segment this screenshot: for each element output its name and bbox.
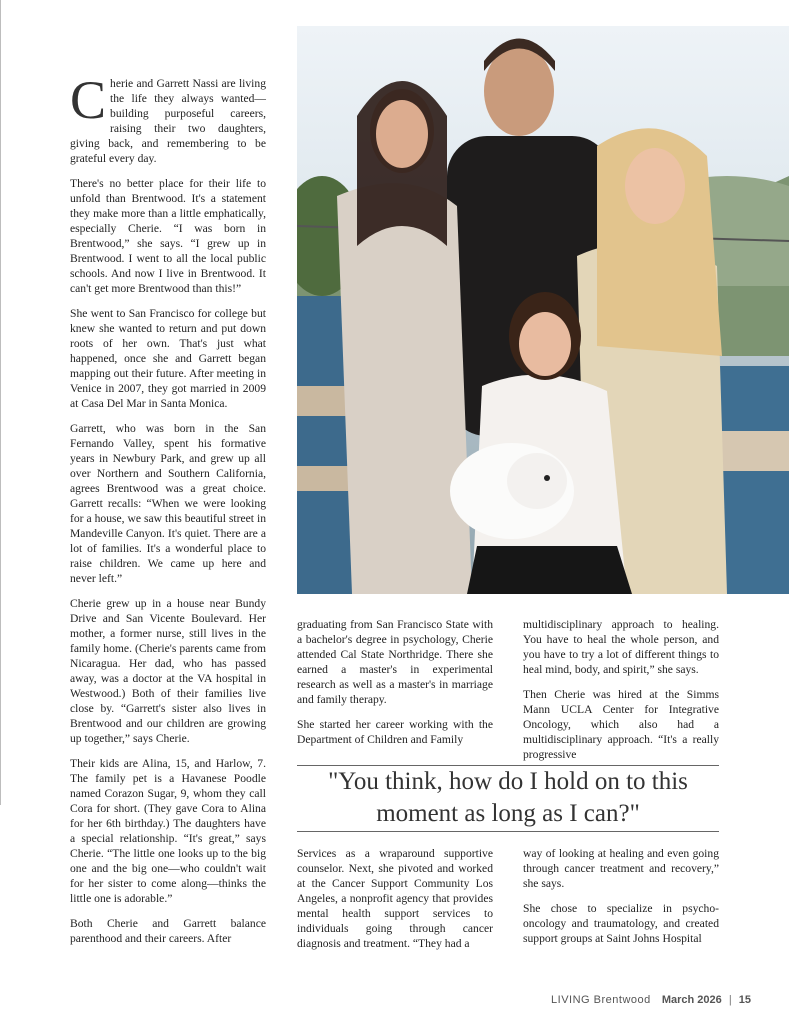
paragraph: Both Cherie and Garrett balance parenthood and their careers. After — [70, 917, 266, 945]
paragraph-text: herie and Garrett Nassi are living the life they always wanted—building purposeful careers, raising their two daughters, giving back, and remembering to be grateful every day. — [70, 77, 266, 165]
paragraph: Garrett, who was born in the San Fernando Valley, spent his formative years in Newbury Park, and grew up all over Northern and Southern California, agrees Brentwood was a great choice. Garrett recalls: “When we were looking for a house, we saw this beautiful street in Mandeville Canyon. It's quiet. There are a lot of families. It's a wonderful place to raise children. We came up here and never left.” — [70, 422, 266, 585]
paragraph — [70, 70, 266, 166]
paragraph: way of looking at healing and even going through cancer treatment and recovery,” she says. — [523, 847, 719, 890]
article-column-4 — [297, 846, 493, 961]
article-column-3 — [523, 617, 719, 772]
drop-cap: C — [70, 70, 107, 130]
page-edge-rule — [0, 0, 1, 805]
paragraph: There's no better place for their life to unfold than Brentwood. It's a statement they make more than a little emphatically, especially Cherie. “I was born in Brentwood,” she says. “I grew up in Brentwood. I went to all the local public schools. And now I live in Brentwood. It can't get more Brentwood than this!” — [70, 177, 266, 295]
paragraph: She chose to specialize in psycho-oncology and traumatology, and created support groups at Saint Johns Hospital — [523, 902, 719, 945]
family-photo-illustration — [297, 26, 789, 594]
family-photo — [297, 26, 789, 594]
paragraph: Their kids are Alina, 15, and Harlow, 7. The family pet is a Havanese Poodle named Corazon Sugar, 9, whom they call Cora for short. (They gave Cora to Alina for her 6th birthday.) The daughters have a special relationship. “It's great,” says Cherie. “The little one looks up to the big one and the big one—who couldn't wait for her sister to come along—thinks the little one is adorable.” — [70, 757, 266, 905]
paragraph: multidisciplinary approach to healing. You have to heal the whole person, and you have to try a lot of different things to heal mind, body, and spirit,” she says. — [523, 618, 719, 676]
footer-separator: | — [728, 994, 732, 1006]
magazine-name: LIVING Brentwood — [551, 994, 651, 1006]
paragraph: Cherie grew up in a house near Bundy Drive and San Vicente Boulevard. Her mother, a former nurse, still lives in the family home. (Cherie's parents came from Nicaragua. Her dad, who has passed away, was a doctor at the VA hospital in Westwood.) Both of their families live close by. “Garrett's sister also lives in Brentwood and our children are growing up together,” says Cherie. — [70, 597, 266, 745]
article-column-1 — [70, 70, 266, 956]
paragraph: graduating from San Francisco State with a bachelor's degree in psychology, Cherie attended Cal State Northridge. There she earned a master's in experimental research as well as a master's in marriage and family therapy. — [297, 618, 493, 706]
article-column-2 — [297, 617, 493, 757]
pullquote-bottom-rule — [297, 831, 719, 832]
paragraph: Then Cherie was hired at the Simms Mann UCLA Center for Integrative Oncology, which also had a multidisciplinary approach. “It's a really progressive — [523, 688, 719, 761]
article-column-5 — [523, 846, 719, 956]
issue-date: March 2026 — [661, 994, 722, 1006]
pull-quote: "You think, how do I hold on to this moment as long as I can?" — [328, 768, 688, 827]
paragraph: Services as a wraparound supportive counselor. Next, she pivoted and worked at the Cancer Support Community Los Angeles, a nonprofit agency that provides mental health support services to individuals going through cancer diagnosis and treatment. “They had a — [297, 847, 493, 950]
paragraph: She started her career working with the Department of Children and Family — [297, 718, 493, 746]
paragraph: She went to San Francisco for college but knew she wanted to return and put down roots of her own. That's just what happened, once she and Garrett began mapping out their future. After meeting in Venice in 2007, they got married in 2009 at Casa Del Mar in Santa Monica. — [70, 307, 266, 410]
page-number: 15 — [738, 994, 751, 1006]
page-footer — [551, 994, 751, 1006]
